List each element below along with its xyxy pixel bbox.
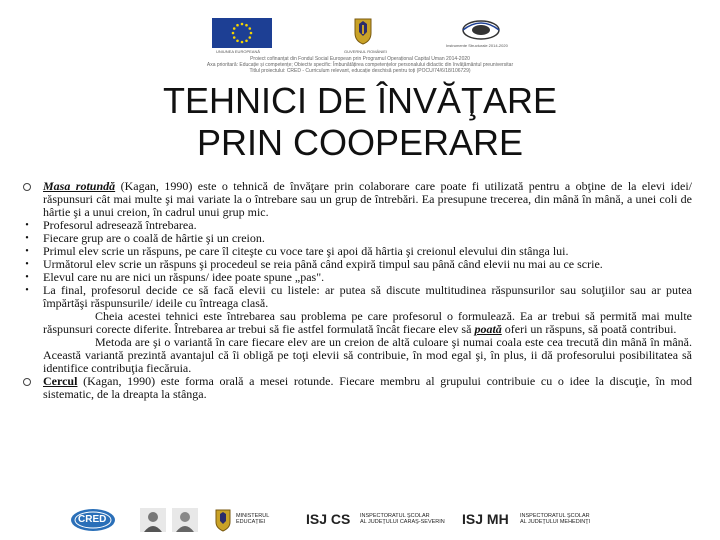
- isj-cs-title: ISJ CS: [306, 511, 351, 527]
- dot-bullet-icon: •: [25, 233, 29, 244]
- footer-logos: [0, 504, 720, 534]
- dot-bullet-icon: •: [25, 285, 29, 296]
- cred-logo-text: CRED: [78, 514, 107, 525]
- isj-cs-line-1: INSPECTORATUL ŞCOLAR: [360, 513, 430, 519]
- cercul-text: (Kagan, 1990) este forma orală a mesei rotunde. Fiecare membru al grupului contribuie cu o idee la discuţie, în mod sistematic, de la dreapta la stânga.: [43, 374, 692, 401]
- ministry-line-1: MINISTERUL: [236, 513, 270, 519]
- cercul-item: [20, 375, 692, 401]
- isj-mh-line-1: INSPECTORATUL ŞCOLAR: [520, 513, 590, 519]
- circle-bullet-icon: [20, 180, 34, 195]
- poata-emphasis: poată: [474, 322, 502, 336]
- eu-caption: UNIUNEA EUROPEANĂ: [216, 49, 261, 54]
- dot-bullet-icon: •: [25, 246, 29, 257]
- eu-flag-logo: [212, 18, 272, 48]
- step-text: Primul elev scrie un răspuns, pe care îl citeşte cu voce tare şi apoi dă hârtia şi creionul elevului din stânga lui.: [43, 244, 569, 258]
- title-line-2: PRIN COOPERARE: [196, 122, 524, 163]
- government-crest-logo: [352, 16, 374, 46]
- para1-end-text: oferi un răspuns, să poată contribui.: [501, 322, 677, 336]
- content-body: [20, 180, 692, 401]
- ministry-line-2: EDUCAȚIEI: [236, 519, 266, 525]
- para2-text: Metoda are şi o variantă în care fiecare elev are un creion de altă culoare şi numai coala este cea trecută din mână în mână. Această variantă prezintă avantajul că îi obligă pe toţi elevii să contribuie, în mod egal şi, în plus, ii dă profesorului posibilitatea să identifice contribuţia fiecăruia.: [43, 335, 692, 375]
- funding-note: [100, 56, 620, 74]
- circle-bullet-icon: [20, 375, 34, 390]
- portrait-logo-2: [172, 508, 198, 532]
- step-text: Elevul care nu are nici un răspuns/ idee poate spune „pas".: [43, 270, 325, 284]
- paragraph-key-question: [20, 310, 692, 336]
- funding-line-2: Axa prioritară: Educație și competențe; Obiectiv specific: Îmbunătățirea competențelor personalului didactic din învățământul preuniversitar: [206, 62, 514, 68]
- cercul-term: Cercul: [43, 374, 78, 388]
- funding-line-1: Proiect cofinanțat din Fondul Social European prin Programul Operațional Capital Uman 2014-2020: [250, 56, 470, 62]
- isj-mh-line-2: AL JUDEŢULUI MEHEDINŢI: [520, 519, 591, 525]
- paragraph-variant: [20, 336, 692, 375]
- page-title: [120, 80, 600, 164]
- header-logos: [0, 14, 720, 54]
- step-text: Următorul elev scrie un răspuns şi procedeul se reia până când expiră timpul sau până când elevii nu mai au ce scrie.: [43, 257, 603, 271]
- intro-text: (Kagan, 1990) este o tehnică de învăţare prin colaborare care poate fi utilizată pentru a obţine de la elevi idei/ răspunsuri cât mai multe şi mai variate la o întrebare sau un grup de întrebări. Ea presupune trecerea, din mână în mână, a unei coli de hârtie şi a unui creion, în cadrul unui grup mic.: [43, 179, 692, 219]
- step-text: Fiecare grup are o coală de hârtie şi un creion.: [43, 231, 265, 245]
- step-item: [20, 284, 692, 310]
- dot-bullet-icon: •: [25, 220, 29, 231]
- isj-mh-title: ISJ MH: [462, 511, 509, 527]
- cred-logo: [70, 508, 116, 532]
- masa-rotunda-term: Masa rotundă: [43, 179, 116, 193]
- isj-cs-line-2: AL JUDEŢULUI CARAŞ-SEVERIN: [360, 519, 445, 525]
- dot-bullet-icon: •: [25, 259, 29, 270]
- funding-line-3: Titlul proiectului: CRED - Curriculum relevant, educație deschisă pentru toți (POCU/74/6/18/106729): [249, 68, 471, 74]
- title-line-1: TEHNICI DE ÎNVĂŢARE: [162, 80, 558, 121]
- gov-caption: GUVERNUL ROMÂNIEI: [344, 49, 387, 54]
- step-text: La final, profesorul decide ce să facă elevii cu listele: ar putea să discute multitudinea răspunsurilor sau soluţiilor sau ar putea împărtăşi răspunsurile/ ideile cu întreaga clasă.: [43, 283, 692, 310]
- is-caption: Instrumente Structurale 2014-2020: [446, 43, 508, 48]
- portrait-logo-1: [140, 508, 166, 532]
- ministry-crest-icon: [214, 508, 232, 532]
- intro-item: [20, 180, 692, 219]
- dot-bullet-icon: •: [25, 272, 29, 283]
- para1-text: Cheia acestei tehnici este întrebarea sau problema pe care profesorul o formulează. Ea ar trebui să permită mai multe răspunsuri corecte diferite. Întrebarea ar trebui să fie astfel formulată încât fiecare elev să: [43, 309, 692, 336]
- step-text: Profesorul adresează întrebarea.: [43, 218, 197, 232]
